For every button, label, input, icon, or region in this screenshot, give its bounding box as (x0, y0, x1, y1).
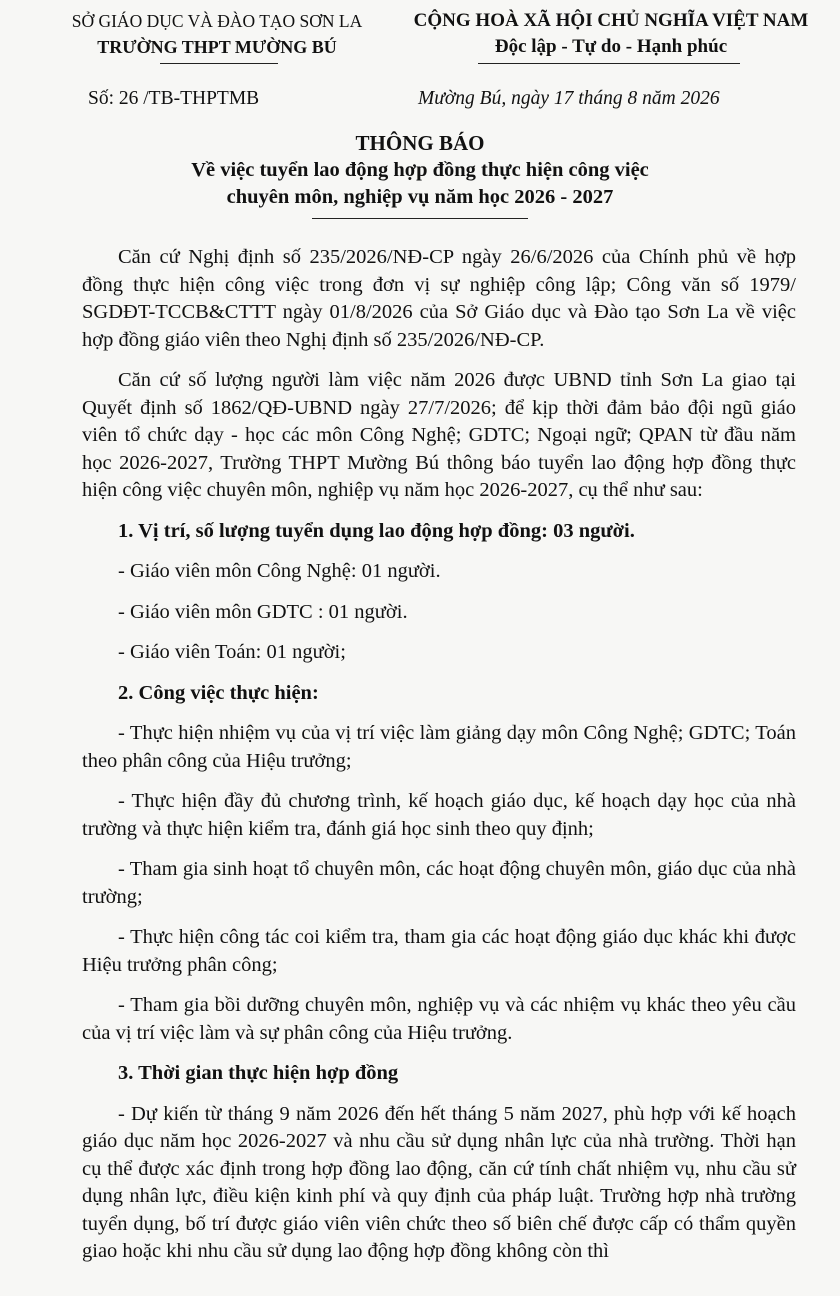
section-3-text: - Dự kiến từ tháng 9 năm 2026 đến hết tháng 5 năm 2027, phù hợp với kế hoạch giáo dục năm học 2026-2027 và nhu cầu sử dụng nhân lực của nhà trường. Thời hạn cụ thể được xác định trong hợp đồng lao động, căn cứ tính chất nhiệm vụ, nhu cầu sử dụng nhân lực, điều kiện kinh phí và quy định của pháp luật. Trường hợp nhà trường tuyển dụng, bố trí được giáo viên viên chức theo số biên chế được cấp có thẩm quyền giao hoặc khi nhu cầu sử dụng lao động hợp đồng không còn thì (82, 1102, 796, 1262)
agency-name: SỞ GIÁO DỤC VÀ ĐÀO TẠO SƠN LA (71, 11, 363, 31)
national-heading-block (386, 8, 836, 60)
section-1-item: - Giáo viên môn GDTC : 01 người. (118, 600, 408, 623)
section-1-item: - Giáo viên môn Công Nghệ: 01 người. (118, 560, 441, 582)
legal-basis-paragraph-2: Căn cứ số lượng người làm việc năm 2026 được UBND tỉnh Sơn La giao tại Quyết định số 1862/QĐ-UBND ngày 27/7/2026; để kịp thời đảm bảo đội ngũ giáo viên tổ chức dạy - học các môn Công Nghệ; GDTC; Ngoại ngữ; QPAN từ đầu năm học 2026-2027, Trường THPT Mường Bú thông báo tuyển lao động hợp đồng thực hiện công việc chuyên môn, nghiệp vụ năm học 2026-2027, cụ thể như sau: (82, 369, 796, 501)
document-number: Số: 26 /TB-THPTMB (88, 88, 260, 109)
section-2-item: - Tham gia bồi dưỡng chuyên môn, nghiệp vụ và các nhiệm vụ khác theo yêu cầu của vị trí việc làm và sự phân công của Hiệu trưởng. (82, 994, 796, 1044)
legal-basis-paragraph-1: Căn cứ Nghị định số 235/2026/NĐ-CP ngày 26/6/2026 của Chính phủ về hợp đồng thực hiện công việc trong đơn vị sự nghiệp công lập; Công văn số 1979/ SGDĐT-TCCB&CTTT ngày 01/8/2026 của Sở Giáo dục và Đào tạo Sơn La về việc hợp đồng giáo viên theo Nghị định số 235/2026/NĐ-CP. (82, 246, 796, 351)
document-body (82, 244, 796, 1279)
school-name-underline (160, 63, 278, 64)
section-2-heading: 2. Công việc thực hiện: (118, 681, 319, 704)
document-title-block (0, 130, 840, 211)
document-title: THÔNG BÁO (355, 131, 485, 155)
section-2-item: - Thực hiện công tác coi kiểm tra, tham gia các hoạt động giáo dục khác khi được Hiệu trưởng phân công; (82, 926, 796, 976)
section-1-heading: 1. Vị trí, số lượng tuyển dụng lao động hợp đồng: 03 người. (118, 519, 635, 542)
nation-name: CỘNG HOÀ XÃ HỘI CHỦ NGHĨA VIỆT NAM (413, 10, 809, 31)
section-3-heading: 3. Thời gian thực hiện hợp đồng (118, 1062, 399, 1084)
document-subject-line-1: Về việc tuyển lao động hợp đồng thực hiện công việc (191, 159, 649, 181)
place-and-date: Mường Bú, ngày 17 tháng 8 năm 2026 (418, 88, 720, 109)
section-2-item: - Thực hiện đầy đủ chương trình, kế hoạch giáo dục, kế hoạch dạy học của nhà trường và thực hiện kiểm tra, đánh giá học sinh theo quy định; (82, 790, 796, 840)
section-2-item: - Thực hiện nhiệm vụ của vị trí việc làm giảng dạy môn Công Nghệ; GDTC; Toán theo phân công của Hiệu trưởng; (82, 722, 796, 772)
section-2-item: - Tham gia sinh hoạt tổ chuyên môn, các hoạt động chuyên môn, giáo dục của nhà trường; (82, 858, 796, 908)
school-name: TRƯỜNG THPT MƯỜNG BÚ (97, 37, 337, 57)
national-motto: Độc lập - Tự do - Hạnh phúc (494, 36, 728, 57)
issuing-agency-block (52, 8, 382, 60)
motto-underline (478, 63, 740, 64)
document-subject-line-2: chuyên môn, nghiệp vụ năm học 2026 - 2027 (226, 186, 614, 208)
title-underline (312, 218, 528, 219)
section-1-item: - Giáo viên Toán: 01 người; (118, 641, 346, 663)
